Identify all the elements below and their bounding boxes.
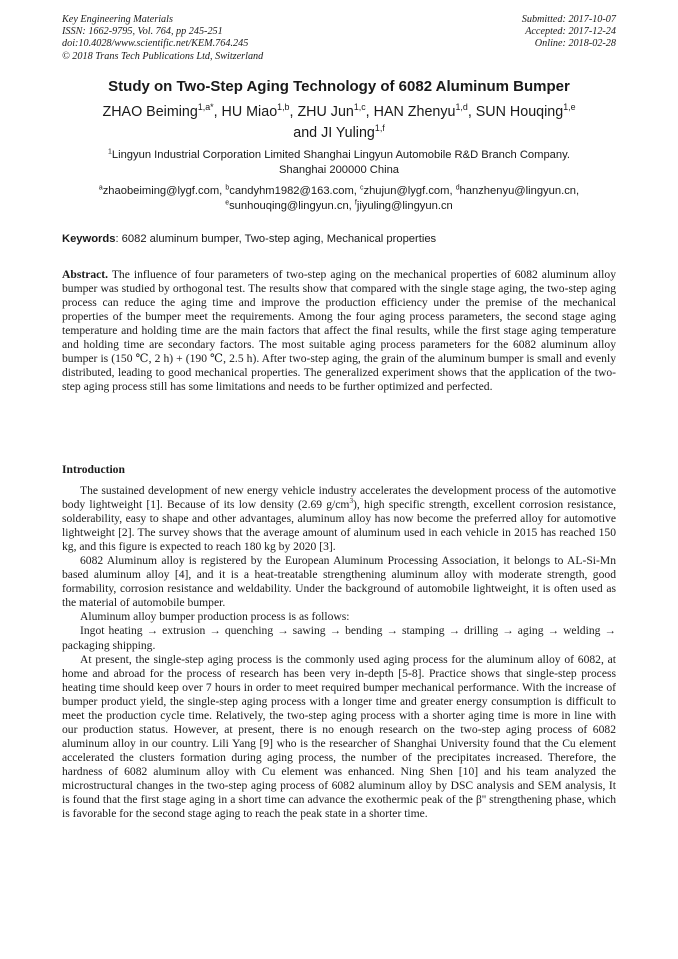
author-sup: 1,d [455,102,468,113]
online-date: Online: 2018-02-28 [534,38,616,50]
author-name: HAN Zhenyu [373,104,456,120]
email-sup: d [455,184,460,192]
author-sup: 1,c [353,102,366,113]
paragraph: Aluminum alloy bumper production process is as follows: [80,610,350,624]
abstract-text: The influence of four parameters of two-step aging on the mechanical properties of 6082 aluminum alloy bumper was studied by orthogonal test. The results show that compared with the single stage aging, the two-step aging process can reduce the aging time and improve the production efficiency under the premise of the mechanical properties of the bumper meet the requirements. Among the four aging process parameters, the second stage aging temperature and holding time are the main factors that affect the final results, while the first stage aging temperature and holding time are secondary factors. The most suitable aging process parameters for the 6082 aluminum alloy bumper is (150 ℃, 2 h) + (190 ℃, 2.5 h). After two-step aging, the grain of the aluminum bumper is small and evenly distributed, leading to good mechanical properties. The generalized experiment shows that the application of the two-step aging process still has some limitations and needs to be further optimized and perfected. [62,268,616,394]
author-sup: 1,f [374,123,385,134]
process-flow: Ingot heating → extrusion → quenching → sawing → bending → stamping → drilling → aging → welding → packaging shipping. [62,624,616,652]
paragraph [62,484,616,554]
paragraph: At present, the single-step aging process is the commonly used aging process for the aluminum alloy of 6082, at home and abroad for the process of research has been very in-depth [5-8]. Practice shows that single-step process heating time should keep over 7 hours in order to meet required bumper mechanical performance. With the increase of bumper product yield, the single-step aging process with a longer time and greater energy consumption is difficult to meet the production cycle time. Relatively, the two-step aging process with a shorter aging time is more in line with our production status. However, at present, there is no enough research on the two-step aging process of 6082 aluminum alloy in our country. Lili Yang [9] who is the researcher of Shanghai University found that the Cu element accelerated the clusters formation during aging process, the number of the precipitates increased. Therefore, the hardness of 6082 aluminum alloy with Cu element was enhanced. Ning Shen [10] and his team analyzed the microstructural changes in the two-step aging process of 6082 aluminum alloy by DSC analysis and SEM analysis, It is found that the first stage aging in a short time can advance the exothermic peak of the β'' strengthening phase, which is favorable for the second stage aging to reach the peak state in a shorter time. [62,652,616,821]
affiliation-sup: 1 [108,148,112,156]
copyright-line: © 2018 Trans Tech Publications Ltd, Switzerland [62,50,264,62]
author-name: HU Miao [221,104,278,120]
accepted-date: Accepted: 2017-12-24 [525,26,616,38]
email-address[interactable]: candyhm1982@163.com [229,185,354,197]
affiliation-line-1: Lingyun Industrial Corporation Limited Shanghai Lingyun Automobile R&D Branch Company. [111,149,570,161]
doi-line: doi:10.4028/www.scientific.net/KEM.764.245 [62,38,249,50]
email-sup: c [360,184,364,192]
author-sup: 1,e [563,102,576,113]
email-address[interactable]: sunhouqing@lingyun.cn [229,200,349,212]
affiliation [62,148,616,178]
email-sup: f [354,199,357,207]
author-sup: 1,a* [197,102,214,113]
author-name: JI Yuling [321,125,375,141]
author-sup: 1,b [277,102,290,113]
paragraph: 6082 Aluminum alloy is registered by the European Aluminum Processing Association, it belongs to AL-Si-Mn based aluminum alloy [4], and it is a heat-treatable strengthening aluminum alloy with moderate strength, good formability, corrosion resistance and weldability. Under the background of automobile lightweight, it is often used as the material of automobile bumper. [62,554,616,610]
dates-info [522,14,616,51]
introduction-body [62,484,616,821]
journal-name: Key Engineering Materials [62,14,173,25]
email-sup: e [225,199,230,207]
keywords [62,233,616,245]
author-and: and [293,125,318,141]
author-name: SUN Houqing [475,104,564,120]
issn-line: ISSN: 1662-9795, Vol. 764, pp 245-251 [62,26,223,38]
journal-info [62,14,263,63]
paper-title: Study on Two-Step Aging Technology of 6082 Aluminum Bumper [108,78,570,95]
email-address[interactable]: zhujun@lygf.com [363,185,450,197]
affiliation-line-2: Shanghai 200000 China [278,164,400,176]
paragraph-text: ), high specific strength, excellent corrosion resistance, solderability, easy to shape and other advantages, aluminum alloy has now become the preferred alloy for automotive lightweight [2]. The survey shows that the average amount of aluminum used in each vehicle in 2015 has reached 150 kg, and this figure is expected to reach 180 kg by 2020 [3]. [62,498,617,554]
section-heading-introduction: Introduction [62,463,125,476]
abstract [62,268,616,394]
author-name: ZHAO Beiming [102,104,198,120]
email-address[interactable]: jiyuling@lingyun.cn [356,200,453,212]
author-list: ZHAO Beiming$^{1,a*}$, HU Miao$^{1,b}$, ZHU Jun$^{1,c}$, HAN Zhenyu$^{1,d}$, SUN Houqing$^{1,e}$ and JI Yuling$^{1,f}$ [102,102,576,141]
abstract-label: Abstract. [62,268,109,281]
keywords-text: : 6082 aluminum bumper, Two-step aging, Mechanical properties [115,233,437,245]
email-sup: b [225,184,230,192]
email-address[interactable]: zhaobeiming@lygf.com [102,185,220,197]
keywords-label: Keywords [62,233,116,245]
submitted-date: Submitted: 2017-10-07 [521,14,616,25]
email-list: $^a$zhaobeiming@lygf.com, $^b$candyhm1982@163.com, $^c$zhujun@lygf.com, $^d$hanzhenyu@lingyun.cn, $^e$sunhouqing@lingyun.cn, $^f$jiyuling@lingyun.cn [98,184,580,212]
author-name: ZHU Jun [297,104,354,120]
superscript: 3 [349,497,354,506]
paragraph-text: The sustained development of new energy vehicle industry accelerates the development process of the automotive body lightweight [1]. Because of its low density (2.69 g/cm [62,484,616,512]
email-address[interactable]: hanzhenyu@lingyun.cn [459,185,577,197]
email-sup: a [98,184,103,192]
